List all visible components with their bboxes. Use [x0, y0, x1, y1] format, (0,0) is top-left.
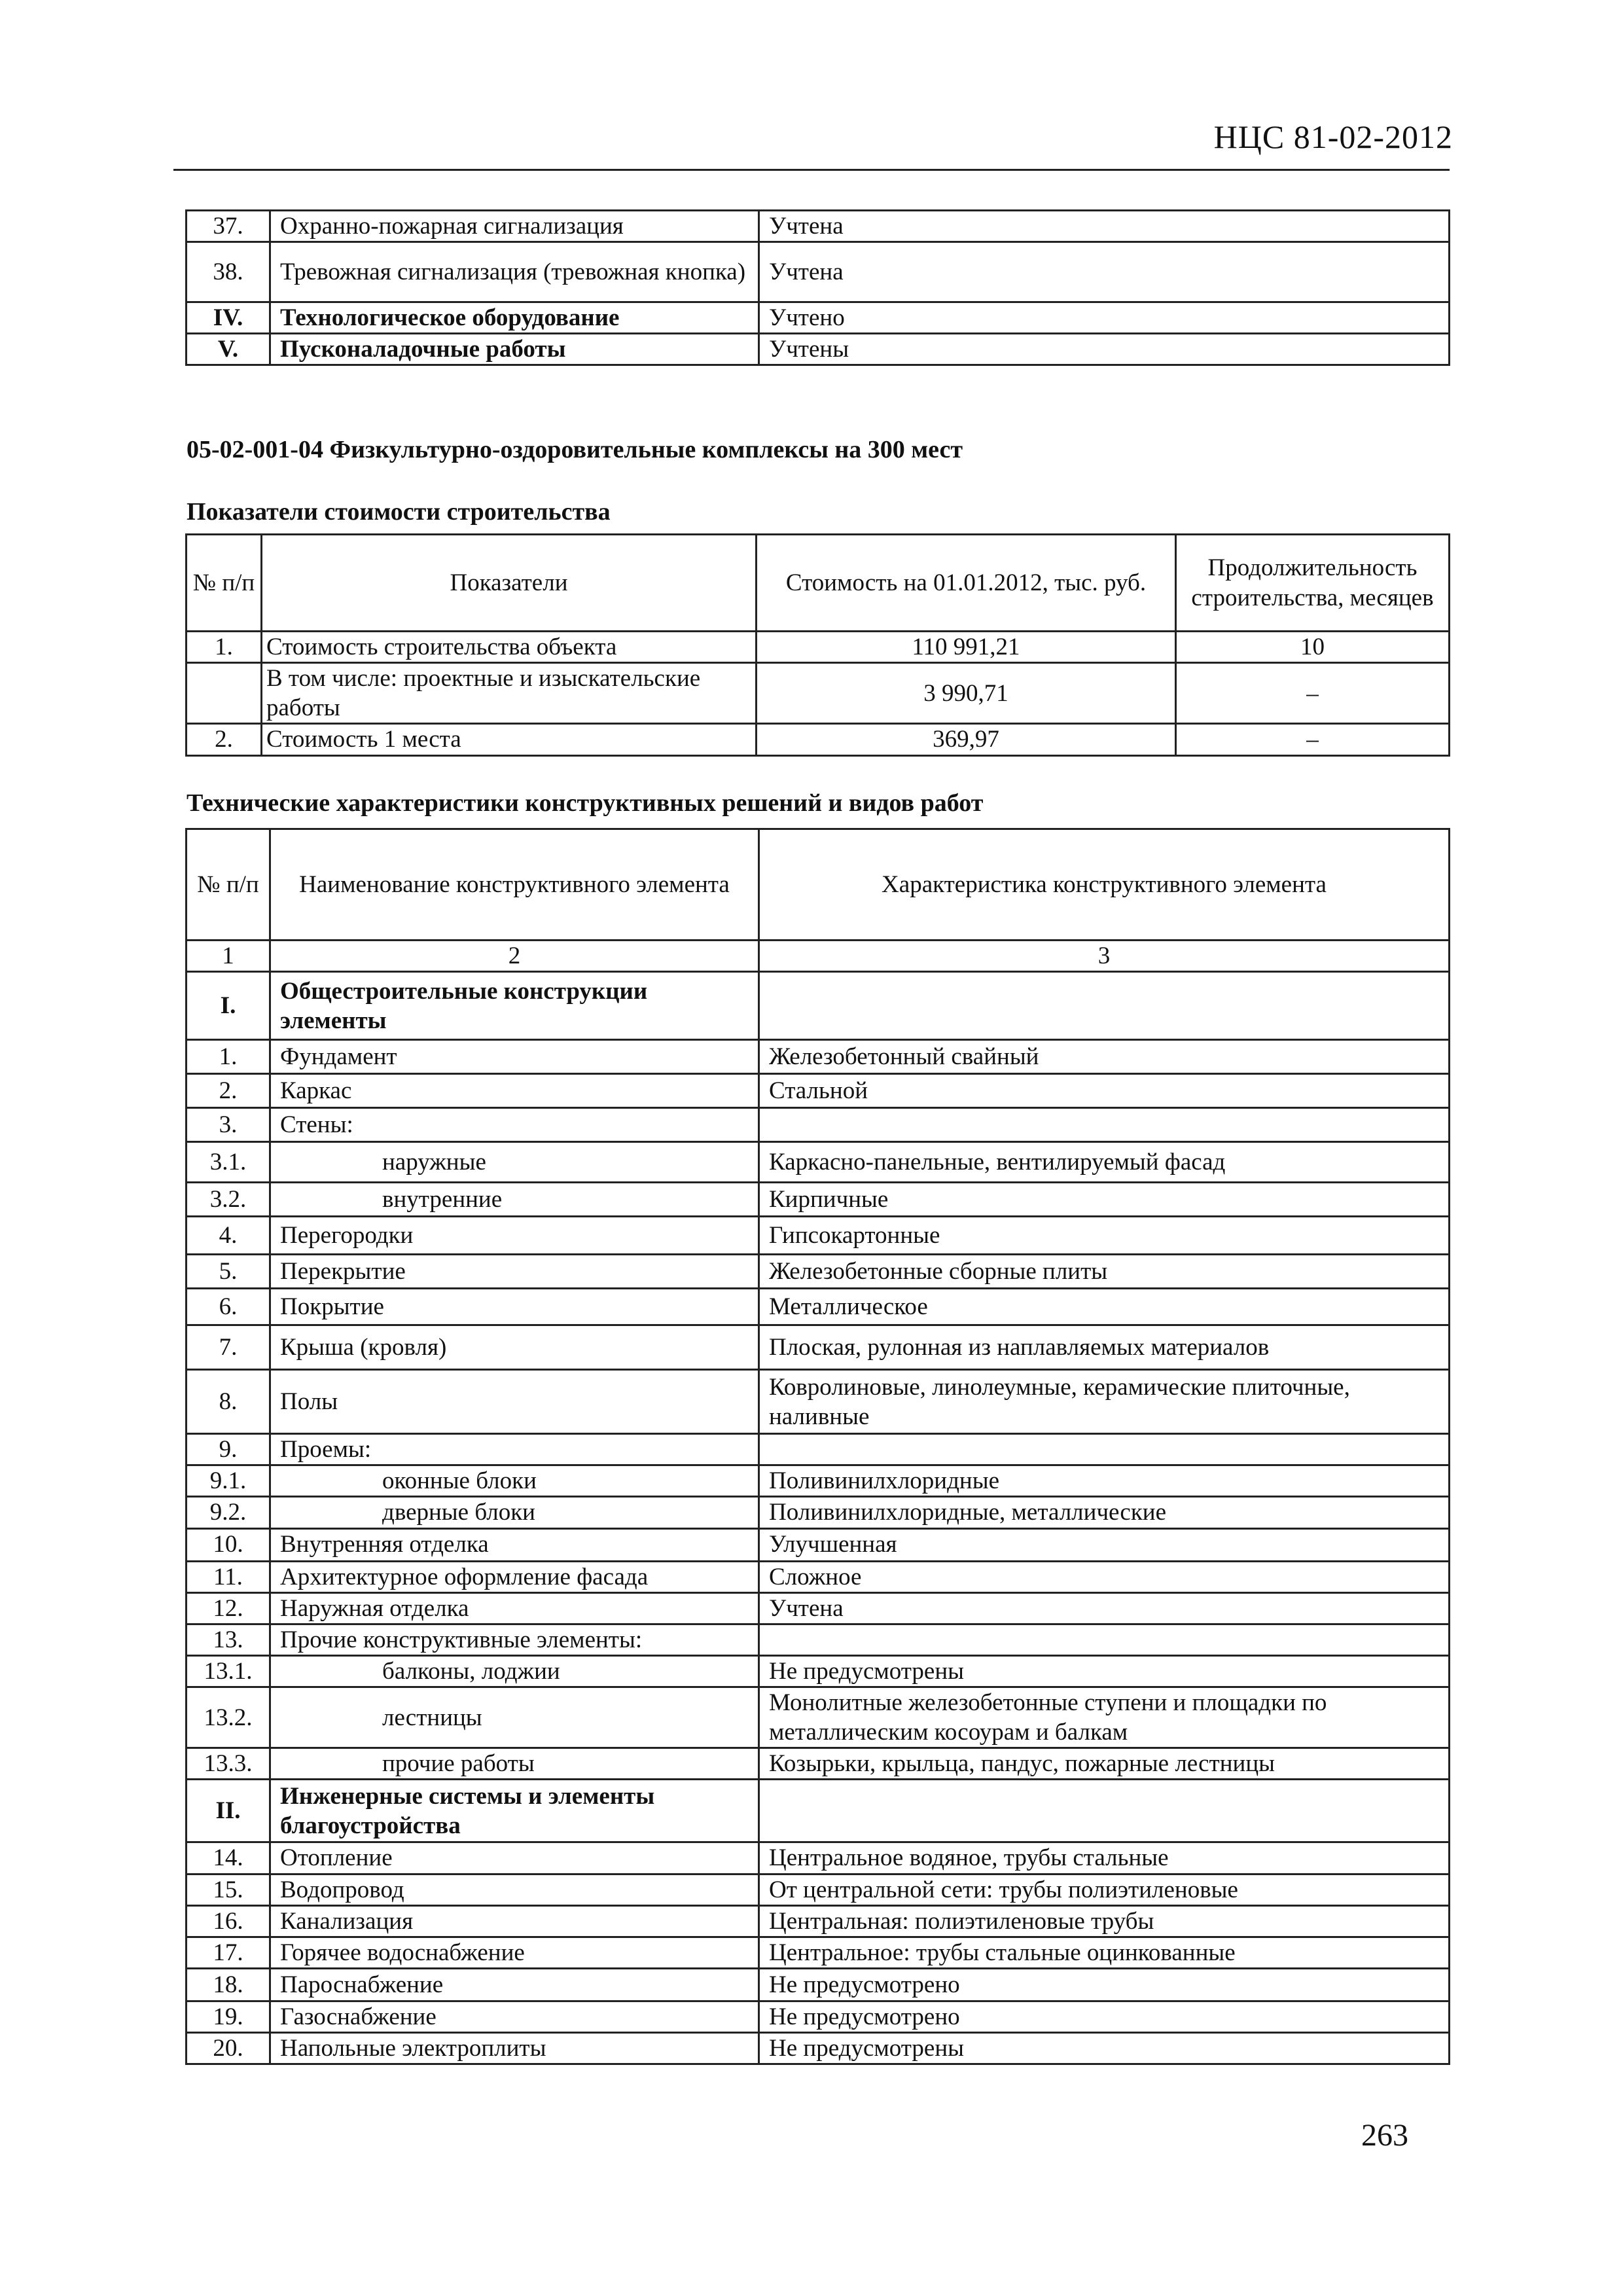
row-characteristic: Каркасно-панельные, вентилируемый фасад: [759, 1142, 1450, 1183]
col-num-header: № п/п: [187, 829, 270, 941]
row-characteristic: Центральное: трубы стальные оцинкованные: [759, 1937, 1450, 1968]
table-row: [187, 1142, 1450, 1183]
table-row: [187, 2033, 1450, 2064]
tech-heading: Технические характеристики конструктивных решений и видов работ: [187, 789, 984, 817]
row-characteristic: Металлическое: [759, 1289, 1450, 1325]
column-number-row: [187, 941, 1450, 972]
row-characteristic: Центральное водяное, трубы стальные: [759, 1842, 1450, 1874]
row-value: Учтена: [759, 211, 1450, 242]
row-characteristic: Центральная: полиэтиленовые трубы: [759, 1905, 1450, 1937]
row-number: 9.: [187, 1434, 270, 1465]
row-characteristic: От центральной сети: трубы полиэтиленовые: [759, 1874, 1450, 1905]
row-characteristic: Не предусмотрено: [759, 1968, 1450, 2001]
row-characteristic: Плоская, рулонная из наплавляемых материалов: [759, 1325, 1450, 1370]
table-row: [187, 334, 1450, 365]
table-row: [187, 1592, 1450, 1624]
row-element-name: Покрытие: [270, 1289, 759, 1325]
row-element-name: дверные блоки: [270, 1497, 759, 1528]
row-number: 3.2.: [187, 1183, 270, 1217]
tech-header-row: [187, 829, 1450, 941]
row-number: 16.: [187, 1905, 270, 1937]
table-row: [187, 211, 1450, 242]
table-row: [187, 1434, 1450, 1465]
row-number: 3.: [187, 1108, 270, 1142]
table-row: [187, 1842, 1450, 1874]
row-characteristic: Не предусмотрены: [759, 2033, 1450, 2064]
page-number: 263: [1361, 2118, 1408, 2153]
row-characteristic: Поливинилхлоридные, металлические: [759, 1497, 1450, 1528]
table-row: [187, 724, 1450, 755]
row-number: 5.: [187, 1255, 270, 1289]
row-indicator: Стоимость 1 места: [262, 724, 757, 755]
document-code: НЦС 81-02-2012: [1213, 118, 1453, 155]
table-row: [187, 1465, 1450, 1497]
row-characteristic: Не предусмотрено: [759, 2001, 1450, 2032]
row-number: 4.: [187, 1217, 270, 1255]
row-number: 13.1.: [187, 1655, 270, 1687]
row-characteristic: Не предусмотрены: [759, 1655, 1450, 1687]
table-row: [187, 1040, 1450, 1074]
row-element-name: Стены:: [270, 1108, 759, 1142]
row-element-name: Перекрытие: [270, 1255, 759, 1289]
row-number: 13.3.: [187, 1748, 270, 1780]
col-num-header: № п/п: [187, 535, 262, 632]
row-element-name: Прочие конструктивные элементы:: [270, 1624, 759, 1655]
row-characteristic: Улучшенная: [759, 1528, 1450, 1561]
row-number: [187, 663, 262, 724]
row-number: 3.1.: [187, 1142, 270, 1183]
row-name: Охранно-пожарная сигнализация: [270, 211, 759, 242]
col-duration-header: Продолжительность строительства, месяцев: [1176, 535, 1450, 632]
row-element-name: Отопление: [270, 1842, 759, 1874]
table-row: [187, 1968, 1450, 2001]
row-cost: 110 991,21: [757, 632, 1176, 663]
row-cost: 3 990,71: [757, 663, 1176, 724]
table-row: [187, 1325, 1450, 1370]
row-number: 9.1.: [187, 1465, 270, 1497]
row-characteristic: Учтена: [759, 1592, 1450, 1624]
row-number: 17.: [187, 1937, 270, 1968]
row-duration: –: [1176, 663, 1450, 724]
row-number: 15.: [187, 1874, 270, 1905]
row-number: IV.: [187, 302, 270, 334]
header-rule: [173, 169, 1450, 171]
row-element-name: прочие работы: [270, 1748, 759, 1780]
table-row: [187, 1687, 1450, 1748]
row-characteristic: Монолитные железобетонные ступени и площадки по металлическим косоурам и балкам: [759, 1687, 1450, 1748]
row-characteristic: Поливинилхлоридные: [759, 1465, 1450, 1497]
row-number: 11.: [187, 1561, 270, 1592]
row-element-name: Общестроительные конструкции элементы: [270, 972, 759, 1040]
row-characteristic: [759, 972, 1450, 1040]
row-characteristic: Гипсокартонные: [759, 1217, 1450, 1255]
row-element-name: балконы, лоджии: [270, 1655, 759, 1687]
row-element-name: Перегородки: [270, 1217, 759, 1255]
tech-table: [185, 828, 1450, 2065]
row-number: V.: [187, 334, 270, 365]
table-row: [187, 1289, 1450, 1325]
row-value: Учтены: [759, 334, 1450, 365]
row-characteristic: Кирпичные: [759, 1183, 1450, 1217]
table-row: [187, 1748, 1450, 1780]
table-row: [187, 1937, 1450, 1968]
row-element-name: Инженерные системы и элементы благоустройства: [270, 1780, 759, 1842]
table-row: [187, 1905, 1450, 1937]
row-characteristic: Ковролиновые, линолеумные, керамические плиточные, наливные: [759, 1370, 1450, 1434]
row-name: Технологическое оборудование: [270, 302, 759, 334]
row-name: Пусконаладочные работы: [270, 334, 759, 365]
table-row: [187, 1528, 1450, 1561]
row-element-name: Канализация: [270, 1905, 759, 1937]
row-element-name: Напольные электроплиты: [270, 2033, 759, 2064]
row-number: 19.: [187, 2001, 270, 2032]
row-number: 13.: [187, 1624, 270, 1655]
section-title: 05-02-001-04 Физкультурно-оздоровительные комплексы на 300 мест: [187, 436, 963, 463]
section-row: [187, 972, 1450, 1040]
row-characteristic: Козырьки, крыльца, пандус, пожарные лестницы: [759, 1748, 1450, 1780]
row-number: 38.: [187, 242, 270, 302]
row-characteristic: Железобетонные сборные плиты: [759, 1255, 1450, 1289]
row-name: Тревожная сигнализация (тревожная кнопка): [270, 242, 759, 302]
table-row: [187, 1183, 1450, 1217]
row-element-name: оконные блоки: [270, 1465, 759, 1497]
row-number: I.: [187, 972, 270, 1040]
row-element-name: лестницы: [270, 1687, 759, 1748]
row-element-name: Газоснабжение: [270, 2001, 759, 2032]
row-element-name: Фундамент: [270, 1040, 759, 1074]
column-number: 3: [759, 941, 1450, 972]
row-characteristic: [759, 1624, 1450, 1655]
table-row: [187, 302, 1450, 334]
row-element-name: Архитектурное оформление фасада: [270, 1561, 759, 1592]
table-row: [187, 1108, 1450, 1142]
table-row: [187, 1255, 1450, 1289]
row-element-name: Проемы:: [270, 1434, 759, 1465]
table-row: [187, 1497, 1450, 1528]
row-number: 7.: [187, 1325, 270, 1370]
column-number: 1: [187, 941, 270, 972]
row-number: II.: [187, 1780, 270, 1842]
section-row: [187, 1780, 1450, 1842]
row-duration: 10: [1176, 632, 1450, 663]
continuation-table: [185, 209, 1450, 366]
row-element-name: Полы: [270, 1370, 759, 1434]
row-characteristic: [759, 1434, 1450, 1465]
table-row: [187, 1217, 1450, 1255]
row-number: 13.2.: [187, 1687, 270, 1748]
cost-heading: Показатели стоимости строительства: [187, 498, 611, 526]
row-characteristic: [759, 1108, 1450, 1142]
table-row: [187, 1874, 1450, 1905]
row-cost: 369,97: [757, 724, 1176, 755]
row-number: 8.: [187, 1370, 270, 1434]
row-element-name: наружные: [270, 1142, 759, 1183]
cost-table: [185, 533, 1450, 757]
row-characteristic: Стальной: [759, 1074, 1450, 1108]
row-element-name: Водопровод: [270, 1874, 759, 1905]
row-number: 14.: [187, 1842, 270, 1874]
row-number: 18.: [187, 1968, 270, 2001]
col-name-header: Наименование конструктивного элемента: [270, 829, 759, 941]
row-number: 37.: [187, 211, 270, 242]
table-row: [187, 1624, 1450, 1655]
row-indicator: В том числе: проектные и изыскательские работы: [262, 663, 757, 724]
col-cost-header: Стоимость на 01.01.2012, тыс. руб.: [757, 535, 1176, 632]
row-number: 12.: [187, 1592, 270, 1624]
row-value: Учтена: [759, 242, 1450, 302]
table-row: [187, 1561, 1450, 1592]
row-number: 9.2.: [187, 1497, 270, 1528]
table-row: [187, 1074, 1450, 1108]
row-number: 2.: [187, 724, 262, 755]
table-row: [187, 2001, 1450, 2032]
row-element-name: Пароснабжение: [270, 1968, 759, 2001]
row-number: 1.: [187, 1040, 270, 1074]
row-characteristic: [759, 1780, 1450, 1842]
row-characteristic: Сложное: [759, 1561, 1450, 1592]
row-element-name: Крыша (кровля): [270, 1325, 759, 1370]
table-row: [187, 632, 1450, 663]
row-element-name: Горячее водоснабжение: [270, 1937, 759, 1968]
row-element-name: внутренние: [270, 1183, 759, 1217]
table-row: [187, 1370, 1450, 1434]
table-row: [187, 242, 1450, 302]
row-element-name: Наружная отделка: [270, 1592, 759, 1624]
row-indicator: Стоимость строительства объекта: [262, 632, 757, 663]
col-char-header: Характеристика конструктивного элемента: [759, 829, 1450, 941]
row-element-name: Каркас: [270, 1074, 759, 1108]
row-number: 20.: [187, 2033, 270, 2064]
row-number: 2.: [187, 1074, 270, 1108]
row-element-name: Внутренняя отделка: [270, 1528, 759, 1561]
table-row: [187, 663, 1450, 724]
row-duration: –: [1176, 724, 1450, 755]
row-value: Учтено: [759, 302, 1450, 334]
cost-header-row: [187, 535, 1450, 632]
row-characteristic: Железобетонный свайный: [759, 1040, 1450, 1074]
row-number: 1.: [187, 632, 262, 663]
column-number: 2: [270, 941, 759, 972]
col-indicator-header: Показатели: [262, 535, 757, 632]
row-number: 10.: [187, 1528, 270, 1561]
table-row: [187, 1655, 1450, 1687]
row-number: 6.: [187, 1289, 270, 1325]
